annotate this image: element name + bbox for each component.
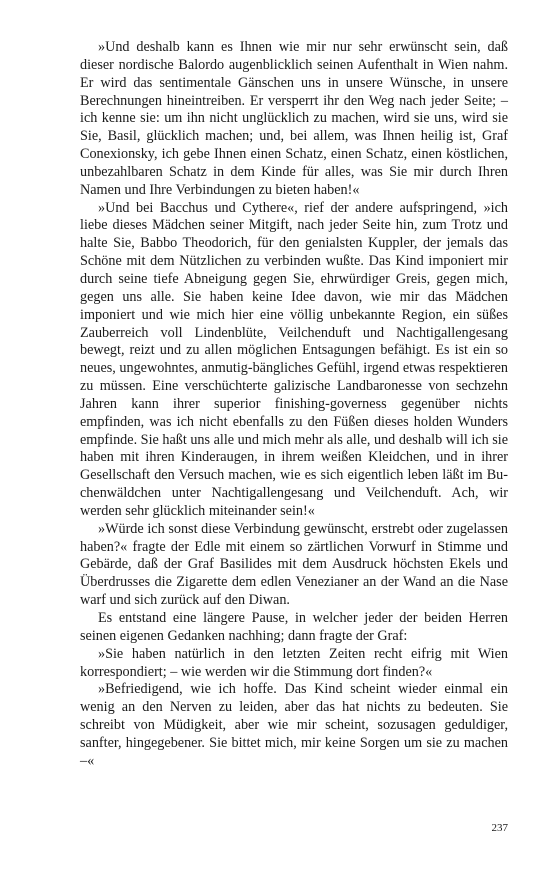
paragraph: »Befriedigend, wie ich hoffe. Das Kind scheint wieder einmal ein wenig an den Nerven zu leiden, aber das hat nichts zu bedeuten. Sie schreibt von Müdigkeit, aber wie mir scheint, sozusagen geduldiger, sanfter, hingegebener. Sie bittet mich, mir keine Sorgen um sie zu machen –« <box>80 681 508 769</box>
paragraph: »Und bei Bacchus und Cythere«, rief der andere aufspringend, »ich liebe dieses Mädchen seiner Mitgift, nach jeder Seite hin, zum Trotz und halte Sie, Babbo Theodorich, für den genialsten Kuppler, der jemals das Schöne mit dem Nützlichen zu verbinden wußte. Das Kind imponiert mir durch seine tiefe Abneigung gegen Sie, ehrwürdiger Greis, gegen mich, gegen uns alle. Sie haben keine Idee davon, wie mir das Mädchen imponiert und wie mich hier eine völlig unbekannte Region, ein süßes Zauberreich voll Lindenblüte, Veilchenduft und Nachtigallengesang bewegt, reizt und zu allen möglichen Entsagungen befähigt. Es ist ein so neues, ungewohntes, anmutig-bängliches Gefühl, irgend etwas respektieren zu müssen. Eine verschüchterte galizische Landbaronesse von sechzehn Jahren kann ihrer superior finishing-governess gegenüber nichts empfinden, was ich nicht ebenfalls zu den Füßen dieses holden Wunders empfinde. Sie haßt uns alle und mich mehr als alle, und deshalb will ich sie haben mit ihren Kinderaugen, in ihrem weißen Kleidchen, und in ihrer Gesellschaft den Versuch machen, wie es sich eigentlich leben läßt im Buchenwäldchen unter Nachtigallengesang und Veilchenduft. Ach, wir werden sehr glücklich miteinander sein!« <box>80 199 508 519</box>
paragraph: »Und deshalb kann es Ihnen wie mir nur sehr erwünscht sein, daß dieser nordische Balordo augenblicklich seinen Aufenthalt in Wien nahm. Er wird das sentimentale Gänschen uns in unsere Wünsche, in unsere Berechnungen hineintreiben. Er versperrt ihr den Weg nach jeder Seite; – ich kenne sie: um ihn nicht unglücklich zu machen, wird sie uns, wird sie Sie, Basil, glücklich machen; und, bei allem, was Ihnen heilig ist, Graf Conexionsky, ich gebe Ihnen einen Schatz, einen Schatz, einen köstlichen, unbezahlbaren Schatz in dem Kinde für alles, was Sie mir durch Ihren Namen und Ihre Verbindungen zu bieten haben!« <box>80 39 508 198</box>
page-number: 237 <box>491 822 508 834</box>
paragraph: Es entstand eine längere Pause, in welcher jeder der beiden Herren seinen eigenen Gedanken nachhing; dann fragte der Graf: <box>80 610 508 644</box>
paragraph: »Würde ich sonst diese Verbindung gewünscht, erstrebt oder zugelassen haben?« fragte der Edle mit einem so zärtlichen Vorwurf in Stimme und Gebärde, daß der Graf Basilides mit dem Ausdruck höchsten Ekels und Überdrusses die Zigarette dem edlen Venezianer an der Wand an die Nase warf und sich zurück auf den Diwan. <box>80 520 508 609</box>
body-text <box>80 39 508 771</box>
paragraph: »Sie haben natürlich in den letzten Zeiten recht eifrig mit Wien korrespondiert; – wie werden wir die Stimmung dort finden?« <box>80 645 508 680</box>
